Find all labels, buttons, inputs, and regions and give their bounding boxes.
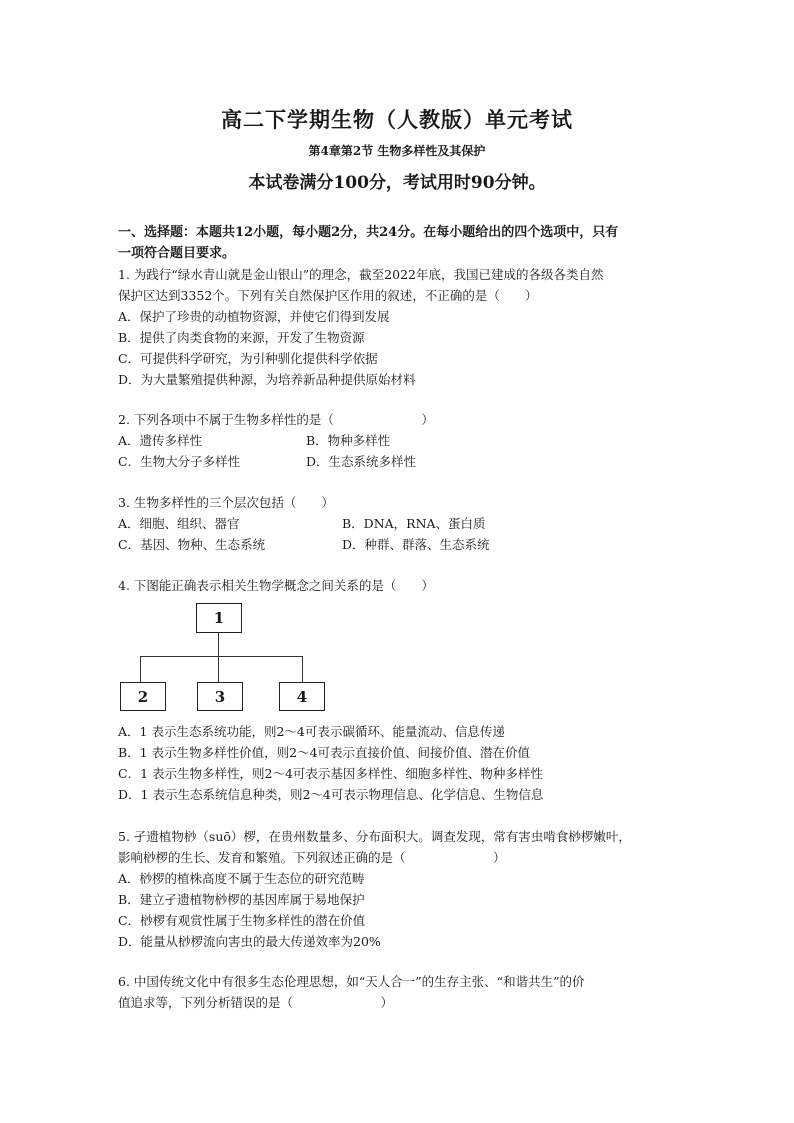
- option-d: D．为大量繁殖提供种源，为培养新品种提供原始材料: [118, 372, 416, 387]
- option-c: C．1 表示生物多样性，则2～4可表示基因多样性、细胞多样性、物种多样性: [118, 766, 543, 781]
- option-b: B．建立孑遗植物桫椤的基因库属于易地保护: [118, 892, 365, 907]
- option-a: A．保护了珍贵的动植物资源，并使它们得到发展: [118, 309, 390, 324]
- connector-line: [302, 656, 303, 682]
- option-d: D．种群、群落、生态系统: [342, 537, 490, 552]
- question-stem: 1. 为践行“绿水青山就是金山银山”的理念，截至2022年底，我国已建成的各级各类自然: [118, 267, 604, 282]
- option-c: C．可提供科学研究，为引种驯化提供科学依据: [118, 351, 378, 366]
- option-c: C．生物大分子多样性: [118, 454, 241, 469]
- question-6: [118, 971, 683, 1013]
- connector-line: [218, 656, 219, 682]
- question-4-options: [118, 721, 683, 805]
- section-heading-line: 一、选择题：本题共12小题，每小题2分，共24分。在每小题给出的四个选项中，只有: [118, 225, 619, 240]
- option-row: [118, 534, 683, 555]
- question-4: [118, 575, 683, 596]
- question-2: [118, 409, 683, 472]
- question-3: [118, 492, 683, 555]
- question-stem: 影响桫椤的生长、发育和繁殖。下列叙述正确的是（ ）: [118, 850, 506, 865]
- connector-line: [140, 656, 303, 657]
- connector-line: [140, 656, 141, 682]
- option-c: C．桫椤有观赏性属于生物多样性的潜在价值: [118, 913, 366, 928]
- option-b: B．提供了肉类食物的来源，开发了生物资源: [118, 330, 365, 345]
- option-d: D．能量从桫椤流向害虫的最大传递效率为20%: [118, 934, 381, 949]
- diagram-box-2: 2: [120, 682, 166, 711]
- question-1: [118, 264, 683, 390]
- question-5: [118, 826, 683, 952]
- question-stem: 3. 生物多样性的三个层次包括（ ）: [118, 495, 334, 510]
- question-stem: 2. 下列各项中不属于生物多样性的是（ ）: [118, 412, 434, 427]
- question-stem: 保护区达到3352个。下列有关自然保护区作用的叙述，不正确的是（ ）: [118, 288, 538, 303]
- option-b: B．1 表示生物多样性价值，则2～4可表示直接价值、间接价值、潜在价值: [118, 745, 531, 760]
- option-a: A．1 表示生态系统功能，则2～4可表示碳循环、能量流动、信息传递: [118, 724, 505, 739]
- connector-line: [218, 633, 219, 657]
- option-a: A．遗传多样性: [118, 433, 203, 448]
- section-heading-line: 一项符合题目要求。: [118, 246, 236, 261]
- option-d: D．1 表示生态系统信息种类，则2～4可表示物理信息、化学信息、生物信息: [118, 787, 544, 802]
- question-stem: 5. 孑遗植物桫（suō）椤，在贵州数量多、分布面积大。调查发现，常有害虫啃食桫椤嫩叶，: [118, 829, 631, 844]
- option-row: [118, 430, 683, 451]
- section-heading: [118, 222, 678, 264]
- option-c: C．基因、物种、生态系统: [118, 537, 266, 552]
- diagram-box-3: 3: [197, 682, 243, 711]
- option-a: A．细胞、组织、器官: [118, 516, 240, 531]
- exam-title: 高二下学期生物（人教版）单元考试: [221, 107, 573, 132]
- exam-score-info: 本试卷满分100分，考试用时90分钟。: [248, 173, 546, 193]
- question-stem: 值追求等，下列分析错误的是（ ）: [118, 995, 394, 1010]
- diagram-box-1: 1: [196, 603, 242, 633]
- option-a: A．桫椤的植株高度不属于生态位的研究范畴: [118, 871, 365, 886]
- option-b: B．DNA，RNA、蛋白质: [342, 516, 486, 531]
- option-d: D．生态系统多样性: [306, 454, 417, 469]
- question-stem: 6. 中国传统文化中有很多生态伦理思想，如“天人合一”的生存主张、“和谐共生”的价: [118, 974, 585, 989]
- option-row: [118, 451, 683, 472]
- option-row: [118, 513, 683, 534]
- diagram-box-4: 4: [279, 682, 325, 711]
- exam-subtitle: 第4章第2节 生物多样性及其保护: [308, 144, 486, 158]
- question-stem: 4. 下图能正确表示相关生物学概念之间关系的是（ ）: [118, 578, 434, 593]
- option-b: B．物种多样性: [306, 433, 391, 448]
